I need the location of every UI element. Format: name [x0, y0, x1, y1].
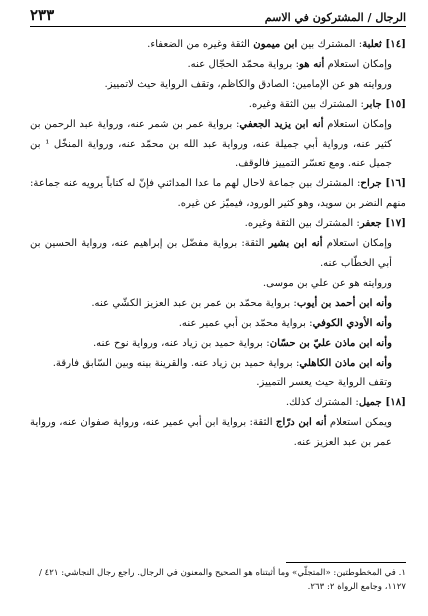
page-number: ٢٣٣ [30, 6, 55, 24]
body-paragraph: وأنه ابن ماذن عليّ بن حسّان: برواية حميد بن زياد عنه، ورواية نوح عنه. [92, 336, 392, 349]
body-paragraph: وإمكان استعلام أنه ابن بشير الثقة: برواية مفضّل بن إبراهيم عنه، ورواية الحسين بن أبي الخطّاب عنه. [30, 237, 392, 269]
entry-14-heading: [١٤] ثعلبة: المشترك بين ابن ميمون الثقة وغيره من الضعفاء. [147, 38, 406, 50]
page-body [30, 35, 406, 453]
body-paragraph: وأنه الأودي الكوفي: برواية محمّد بن أبي عمير عنه. [178, 316, 392, 329]
body-paragraph: وإمكان استعلام أنه هو: برواية محمّد الحجّال عنه. [187, 57, 392, 70]
body-paragraph: وإمكان استعلام أنه ابن يزيد الجعفي: برواية عمر بن شمر عنه، ورواية عبد الرحمن بن كثير عنه، ورواية أبي جميلة عنه، ورواية عبد الله بن محمّد عنه، ورواية المنخّل ¹ بن جميل عنه. ومع تعسّر التمييز فالوقف. [30, 117, 393, 170]
body-paragraph: وتقف الرواية حيث يعسر التمييز. [256, 377, 392, 389]
running-title: الرجال / المشتركون في الاسم [264, 11, 406, 24]
header-rule [30, 26, 406, 27]
footnote-separator [286, 562, 406, 563]
body-paragraph: وروايته هو عن علي بن موسى. [262, 277, 392, 289]
entry-15-heading: [١٥] جابر: المشترك بين الثقة وغيره. [248, 97, 406, 110]
body-paragraph: وروايته هو عن الإمامين: الصادق والكاظم، وتقف الرواية حيث لاتمييز. [104, 78, 392, 90]
entry-17-heading: [١٧] جعفر: المشترك بين الثقة وغيره. [244, 217, 406, 230]
body-paragraph: ويمكن استعلام أنه ابن درّاج الثقة: برواية ابن أبي عمير عنه، ورواية صفوان عنه، ورواية عمر بن عبد العزيز عنه. [30, 416, 392, 449]
body-paragraph: وأنه ابن ماذن الكاهلي: برواية حميد بن زياد عنه. والقرينة بينه وبين السّابق فارقة. [52, 356, 392, 369]
entry-18-heading: [١٨] جميل: المشترك كذلك. [285, 396, 406, 409]
entry-16-heading: [١٦] جراح: المشترك بين جماعة لاحال لهم ما عدا المدائني فإنّ له كتاباً يرويه عنه جماعة: منهم النضر بن سويد، وهو كثير الورود، فيميّز عن غيره. [30, 177, 406, 210]
footnote: ١. في المخطوطتين: «المتجلّي» وما أثبتناه هو الصحيح والمعنون في الرجال. راجع رجال النجاشي: ٤٢١ / ١١٢٧، وجامع الرواة ٢: ٢٦٣. [39, 568, 406, 592]
body-paragraph: وأنه ابن أحمد بن أيوب: برواية محمّد بن عمر بن عبد العزيز الكشّي عنه. [91, 296, 392, 309]
page-header [30, 6, 406, 24]
